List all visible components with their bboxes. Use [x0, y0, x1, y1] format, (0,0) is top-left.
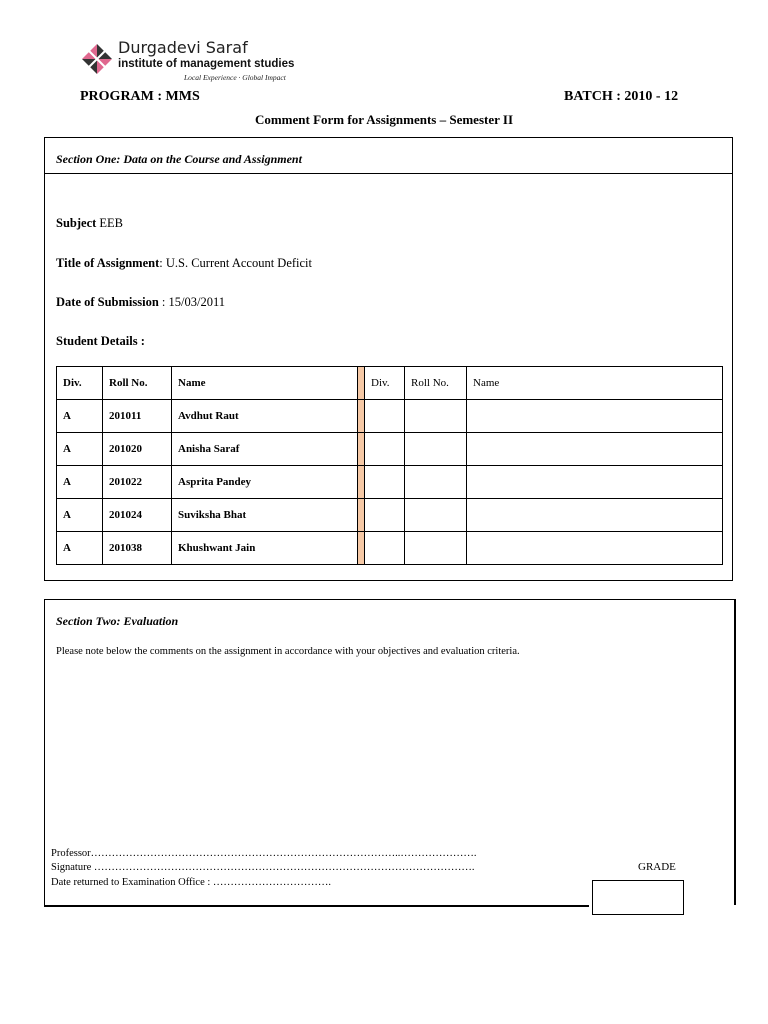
empty-cell — [467, 433, 723, 466]
section-one-header — [44, 137, 733, 174]
submission-date-value: : 15/03/2011 — [158, 295, 226, 309]
empty-cell — [365, 400, 405, 433]
row-name: Khushwant Jain — [172, 532, 358, 565]
assignment-title-value: : U.S. Current Account Deficit — [159, 256, 312, 270]
table-separator — [358, 367, 365, 400]
row-roll-no: 201024 — [103, 499, 172, 532]
empty-cell — [365, 499, 405, 532]
program-label: PROGRAM : MMS — [80, 89, 200, 104]
empty-cell — [467, 466, 723, 499]
row-name: Suviksha Bhat — [172, 499, 358, 532]
empty-cell — [467, 532, 723, 565]
table-row — [57, 400, 723, 433]
empty-cell — [405, 499, 467, 532]
empty-cell — [405, 400, 467, 433]
row-roll-no: 201038 — [103, 532, 172, 565]
empty-cell — [405, 433, 467, 466]
table-separator — [358, 499, 365, 532]
table-row — [57, 466, 723, 499]
student-details-table — [56, 366, 723, 565]
header-div-right: Div. — [365, 367, 405, 400]
row-roll-no: 201011 — [103, 400, 172, 433]
professor-line: Professor……………………………………………………………………………..…………………. — [51, 848, 477, 859]
subject-value: EEB — [96, 216, 124, 230]
row-roll-no: 201022 — [103, 466, 172, 499]
grade-box — [592, 880, 684, 915]
student-details-label — [56, 334, 145, 349]
row-div: A — [57, 532, 103, 565]
row-roll-no: 201020 — [103, 433, 172, 466]
row-name: Anisha Saraf — [172, 433, 358, 466]
evaluation-note: Please note below the comments on the assignment in accordance with your objectives and evaluation criteria. — [56, 646, 520, 657]
table-header-row — [57, 367, 723, 400]
row-div: A — [57, 400, 103, 433]
table-row — [57, 499, 723, 532]
table-row — [57, 433, 723, 466]
empty-cell — [365, 433, 405, 466]
assignment-title-field — [56, 256, 312, 271]
section-two-bottom-border — [44, 905, 589, 907]
date-returned-line: Date returned to Examination Office : ……………………………. — [51, 877, 332, 888]
empty-cell — [405, 466, 467, 499]
logo-name: Durgadevi Saraf — [118, 38, 248, 57]
batch-label: BATCH : 2010 - 12 — [564, 89, 679, 104]
submission-date-field — [56, 295, 225, 310]
logo-subtitle: institute of management studies — [118, 58, 295, 70]
student-details-text: Student Details : — [56, 334, 145, 348]
row-div: A — [57, 433, 103, 466]
row-name: Asprita Pandey — [172, 466, 358, 499]
empty-cell — [405, 532, 467, 565]
table-separator — [358, 433, 365, 466]
section-one-title: Section One: Data on the Course and Assignment — [56, 152, 302, 166]
header-roll-no-right: Roll No. — [405, 367, 467, 400]
row-div: A — [57, 499, 103, 532]
empty-cell — [365, 466, 405, 499]
header-roll-no: Roll No. — [103, 367, 172, 400]
row-name: Avdhut Raut — [172, 400, 358, 433]
empty-cell — [365, 532, 405, 565]
section-two-right-border — [734, 599, 736, 905]
subject-label: Subject — [56, 216, 97, 230]
subject-field — [56, 216, 123, 231]
form-title: Comment Form for Assignments – Semester II — [254, 112, 514, 127]
empty-cell — [467, 499, 723, 532]
table-separator — [358, 466, 365, 499]
institute-logo-icon — [80, 42, 114, 76]
logo-tagline: Local Experience · Global Impact — [184, 73, 286, 82]
assignment-title-label: Title of Assignment — [56, 256, 160, 270]
row-div: A — [57, 466, 103, 499]
submission-date-label: Date of Submission — [56, 295, 159, 309]
header-name-right: Name — [467, 367, 723, 400]
table-separator — [358, 400, 365, 433]
empty-cell — [467, 400, 723, 433]
header-name: Name — [172, 367, 358, 400]
signature-line: Signature ………………………………………………………………………………………………. — [51, 862, 475, 873]
section-two-title: Section Two: Evaluation — [56, 614, 179, 628]
table-separator — [358, 532, 365, 565]
table-row — [57, 532, 723, 565]
grade-label: GRADE — [638, 861, 676, 873]
header-div: Div. — [57, 367, 103, 400]
